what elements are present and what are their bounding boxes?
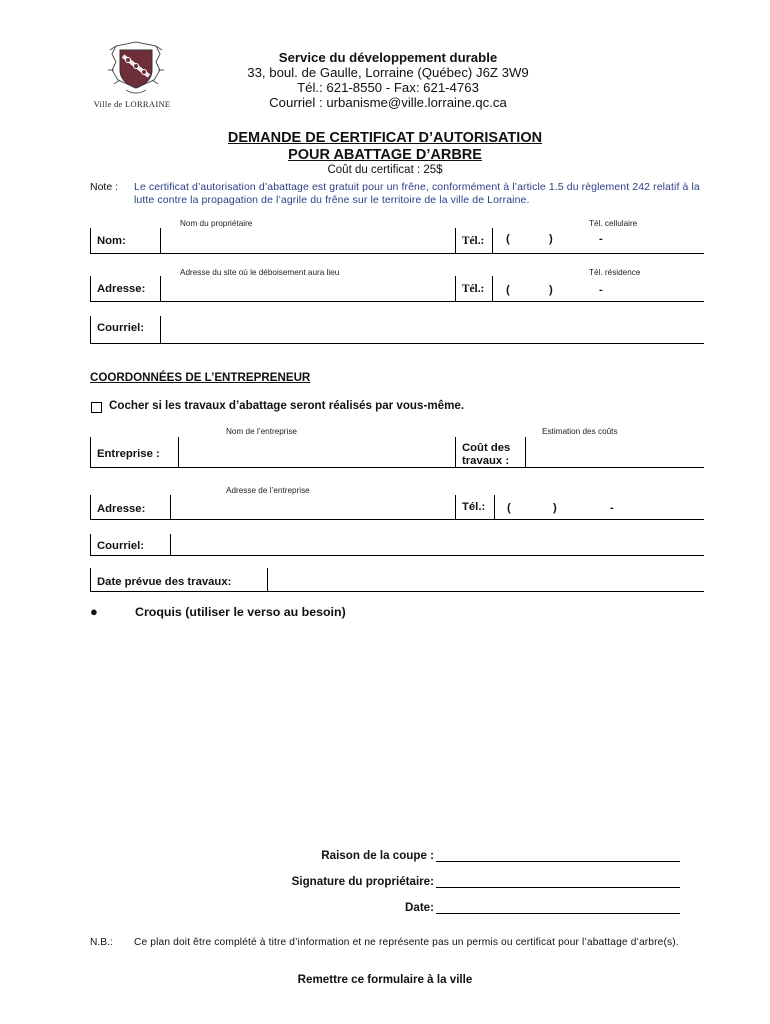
form-title-line1: DEMANDE DE CERTIFICAT D’AUTORISATION [227, 130, 543, 146]
residence-phone-area-close: ) [549, 284, 553, 296]
company-name-input[interactable] [179, 438, 454, 466]
cell-phone-label: Tél.: [462, 235, 485, 247]
form-title-line2: POUR ABATTAGE D’ARBRE [288, 147, 482, 163]
cell-phone-dash: - [599, 233, 603, 245]
company-address-caption: Adresse de l’entreprise [226, 486, 310, 495]
cell-phone-area-open: ( [506, 233, 510, 245]
cut-reason-input[interactable] [436, 850, 680, 862]
company-phone-dash: - [610, 502, 614, 514]
cost-label-line2: travaux : [462, 455, 510, 467]
contractor-section-title: COORDONNÉES DE L’ENTREPRENEUR [90, 371, 311, 384]
residence-phone-caption: Tél. résidence [589, 268, 641, 277]
owner-signature-input[interactable] [436, 876, 680, 888]
logo-caption: Ville de LORRAINE [93, 99, 171, 109]
work-date-input[interactable] [268, 569, 703, 590]
service-name: Service du développement durable [278, 50, 498, 65]
company-phone-area-open: ( [507, 502, 511, 514]
cost-label-line1: Coût des [462, 442, 511, 454]
sketch-label: Croquis (utiliser le verso au besoin) [135, 605, 346, 619]
owner-email-label: Courriel: [97, 322, 145, 334]
note-label: Note : [90, 181, 119, 193]
footer-instruction: Remettre ce formulaire à la ville [297, 973, 473, 986]
company-name-caption: Nom de l’entreprise [226, 427, 297, 436]
owner-signature-label: Signature du propriétaire: [291, 875, 434, 888]
residence-phone-area-open: ( [506, 284, 510, 296]
site-address-caption: Adresse du site où le déboisement aura lieu [180, 268, 340, 277]
work-date-label: Date prévue des travaux: [97, 576, 232, 588]
company-phone-area-close: ) [553, 502, 557, 514]
residence-phone-dash: - [599, 284, 603, 296]
service-email: Courriel : urbanisme@ville.lorraine.qc.ca [269, 95, 507, 110]
signature-date-label: Date: [405, 901, 434, 914]
self-work-checkbox[interactable] [91, 402, 102, 413]
service-phone-fax: Tél.: 621-8550 - Fax: 621-4763 [297, 80, 479, 95]
company-address-label: Adresse: [97, 503, 146, 515]
note-text: Le certificat d’autorisation d’abattage est gratuit pour un frêne, conformément à l’article 1.5 du règlement 242 relatif à la lutte contre la propagation de l’agrile du frêne sur le territoire de la ville de Lorraine. [134, 181, 700, 206]
sketch-bullet: ● [90, 604, 98, 619]
owner-name-label: Nom: [97, 235, 126, 247]
owner-email-input[interactable] [161, 317, 703, 341]
nb-label: N.B.: [90, 937, 113, 948]
certificate-cost: Coût du certificat : 25$ [327, 164, 443, 176]
residence-phone-label: Tél.: [462, 283, 485, 295]
cut-reason-label: Raison de la coupe : [321, 849, 434, 862]
sketch-area[interactable] [90, 628, 704, 838]
company-email-input[interactable] [171, 535, 703, 554]
cell-phone-caption: Tél. cellulaire [589, 219, 638, 228]
site-address-input[interactable] [161, 277, 454, 299]
company-address-input[interactable] [171, 496, 454, 517]
service-address: 33, boul. de Gaulle, Lorraine (Québec) J6Z 3W9 [247, 65, 529, 80]
nb-text: Ce plan doit être complété à titre d’information et ne représente pas un permis ou certificat pour l’abattage d’arbre(s). [134, 937, 679, 948]
owner-name-caption: Nom du propriétaire [180, 219, 253, 228]
site-address-label: Adresse: [97, 283, 146, 295]
cost-estimate-caption: Estimation des coûts [542, 427, 618, 436]
owner-name-input[interactable] [161, 229, 454, 251]
cell-phone-area-close: ) [549, 233, 553, 245]
cell-phone-input[interactable] [493, 229, 703, 251]
company-phone-input[interactable] [495, 496, 703, 517]
self-work-label: Cocher si les travaux d’abattage seront réalisés par vous-même. [109, 399, 465, 412]
company-phone-label: Tél.: [462, 501, 486, 513]
company-label: Entreprise : [97, 448, 160, 460]
company-email-label: Courriel: [97, 540, 145, 552]
residence-phone-input[interactable] [493, 277, 703, 299]
cost-estimate-input[interactable] [526, 438, 703, 466]
signature-date-input[interactable] [436, 902, 680, 914]
